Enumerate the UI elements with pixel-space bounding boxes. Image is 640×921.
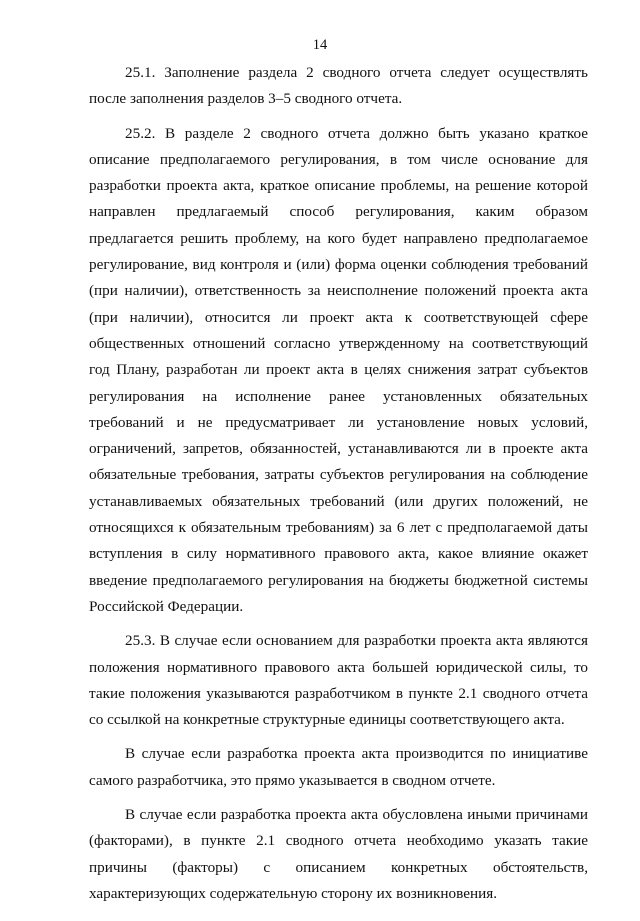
paragraph-other-reasons: В случае если разработка проекта акта обусловлена иными причинами (факторами), в пункте 2.1 сводного отчета необходимо указать такие причины (факторы) с описанием конкретных обстоятельств, характеризующих содержательную сторону их возникновения. xyxy=(89,806,588,902)
document-body xyxy=(89,60,588,915)
paragraph-25-2: 25.2. В разделе 2 сводного отчета должно быть указано краткое описание предполагаемого регулирования, в том числе основание для разработки проекта акта, краткое описание проблемы, на решение которой направлен предлагаемый способ регулирования, каким образом предлагается решить проблему, на кого будет направлено предполагаемое регулирование, вид контроля и (или) форма оценки соблюдения требований (при наличии), ответственность за неисполнение положений проекта акта (при наличии), относится ли проект акта к соответствующей сфере общественных отношений согласно утвержденному на соответствующий год Плану, разработан ли проект акта в целях снижения затрат субъектов регулирования на исполнение ранее установленных обязательных требований и не предусматривает ли установление новых условий, ограничений, запретов, обязанностей, устанавливаются ли в проекте акта обязательные требования, затраты субъектов регулирования на соблюдение устанавливаемых обязательных требований (или других положений, не относящихся к обязательным требованиям) за 6 лет с предполагаемой даты вступления в силу нормативного правового акта, какое влияние окажет введение предполагаемого регулирования на бюджеты бюджетной системы Российской Федерации. xyxy=(89,124,588,615)
page-number: 14 xyxy=(312,37,328,53)
paragraph-25-3: 25.3. В случае если основанием для разработки проекта акта являются положения нормативного правового акта большей юридической силы, то такие положения указываются разработчиком в пункте 2.1 сводного отчета со ссылкой на конкретные структурные единицы соответствующего акта. xyxy=(89,632,588,729)
paragraph-25-1: 25.1. Заполнение раздела 2 сводного отчета следует осуществлять после заполнения разделов 3–5 сводного отчета. xyxy=(89,64,588,108)
paragraph-developer-initiative: В случае если разработка проекта акта производится по инициативе самого разработчика, это прямо указывается в сводном отчете. xyxy=(89,745,588,789)
